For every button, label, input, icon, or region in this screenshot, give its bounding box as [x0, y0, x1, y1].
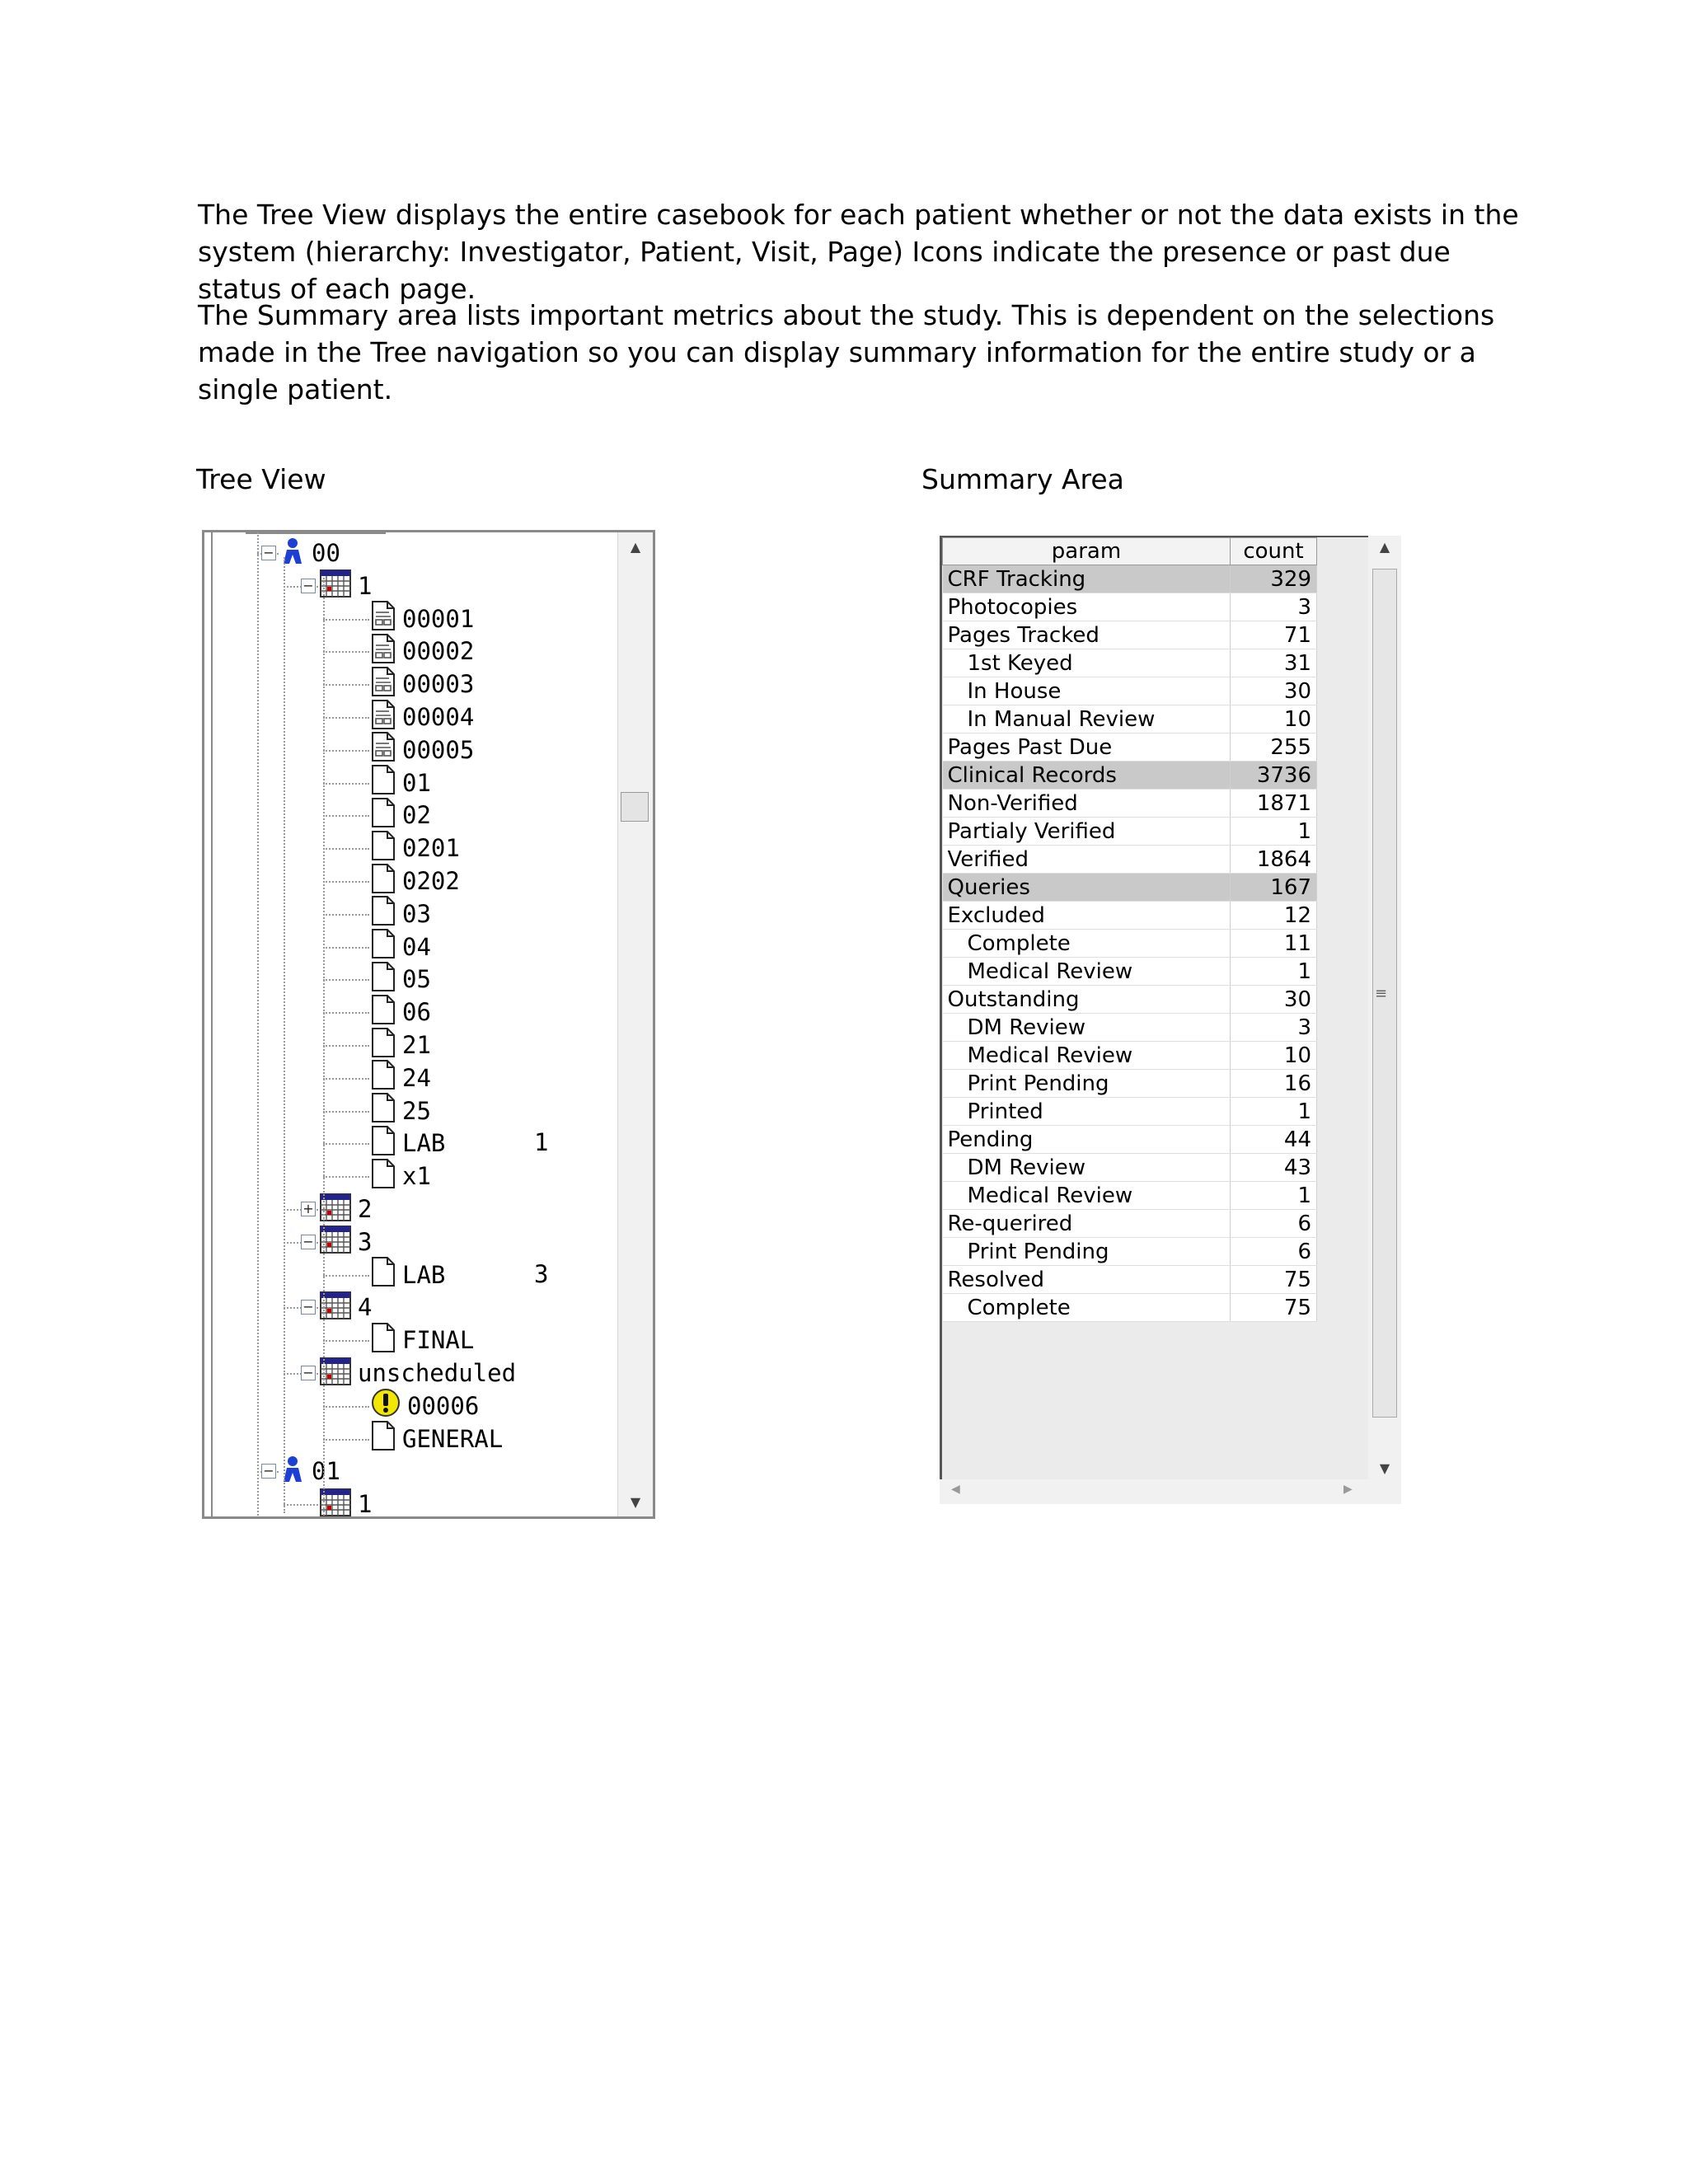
tree-connector [323, 815, 369, 817]
param-cell: Pages Past Due [943, 733, 1231, 762]
param-cell: Pages Tracked [943, 621, 1231, 649]
count-cell: 10 [1231, 705, 1317, 733]
tree-node-label: 01 [312, 1457, 340, 1486]
tree-view-panel[interactable] [202, 530, 655, 1519]
count-cell: 6 [1231, 1238, 1317, 1266]
tree-node-label: 00001 [402, 604, 475, 633]
count-cell: 75 [1231, 1266, 1317, 1294]
tree-node-label: 00004 [402, 703, 475, 731]
tree-node[interactable] [371, 1422, 503, 1455]
table-row[interactable] [943, 1182, 1317, 1210]
summary-vertical-scrollbar[interactable] [1368, 536, 1401, 1479]
param-cell: Excluded [943, 902, 1231, 930]
table-row[interactable] [943, 733, 1317, 762]
blank-page-icon [371, 1028, 396, 1063]
count-cell: 3 [1231, 593, 1317, 621]
tree-node-label: 4 [358, 1293, 373, 1322]
collapse-icon[interactable]: − [261, 1464, 276, 1479]
param-cell: Clinical Records [943, 762, 1231, 790]
table-row[interactable] [943, 565, 1317, 593]
blank-page-icon [371, 995, 396, 1030]
table-row[interactable] [943, 649, 1317, 677]
param-cell: Print Pending [943, 1238, 1231, 1266]
table-row[interactable] [943, 705, 1317, 733]
count-cell: 75 [1231, 1294, 1317, 1322]
table-row[interactable] [943, 762, 1317, 790]
collapse-icon[interactable]: − [301, 1300, 316, 1315]
table-row[interactable] [943, 1294, 1317, 1322]
blank-page-icon [371, 1060, 396, 1095]
collapse-icon[interactable]: − [301, 1235, 316, 1249]
summary-horizontal-scrollbar[interactable] [940, 1479, 1401, 1504]
count-cell: 1871 [1231, 790, 1317, 818]
param-cell: Complete [943, 930, 1231, 958]
tree-node[interactable] [371, 1324, 474, 1357]
collapse-icon[interactable]: − [301, 1366, 316, 1380]
summary-scroll-right-icon[interactable]: ▶ [1343, 1483, 1353, 1496]
param-cell: Partialy Verified [943, 818, 1231, 846]
tree-node-label: 06 [402, 998, 431, 1027]
tree-connector [257, 532, 259, 1516]
tree-node-label: GENERAL [402, 1424, 504, 1453]
past-due-warning-icon [371, 1388, 401, 1423]
tree-connector [323, 684, 369, 686]
param-cell: Medical Review [943, 958, 1231, 986]
blank-page-icon [371, 1323, 396, 1358]
tree-vertical-scrollbar[interactable] [617, 532, 653, 1516]
table-row[interactable] [943, 958, 1317, 986]
tree-node-label: 00 [312, 539, 340, 567]
count-cell: 44 [1231, 1126, 1317, 1154]
tree-connector [284, 1504, 318, 1506]
param-cell: DM Review [943, 1154, 1231, 1182]
param-cell: In Manual Review [943, 705, 1231, 733]
param-cell: Photocopies [943, 593, 1231, 621]
count-cell: 12 [1231, 902, 1317, 930]
tree-node[interactable] [371, 865, 460, 898]
blank-page-icon [371, 1126, 396, 1161]
table-row[interactable] [943, 790, 1317, 818]
param-cell: In House [943, 677, 1231, 705]
tree-node[interactable] [280, 537, 340, 569]
tree-connector [323, 750, 369, 752]
tree-node-label: FINAL [402, 1326, 475, 1355]
tree-node[interactable] [371, 733, 474, 766]
blank-page-icon [371, 864, 396, 899]
summary-area-label: Summary Area [921, 463, 1124, 495]
tree-node-label: 00006 [407, 1391, 480, 1420]
tree-node-label: 2 [358, 1195, 373, 1223]
blank-page-icon [371, 1093, 396, 1128]
tree-connector [323, 881, 369, 883]
tree-node[interactable] [320, 1357, 516, 1390]
count-cell: 3 [1231, 1014, 1317, 1042]
tree-node[interactable] [320, 1193, 372, 1226]
tree-node[interactable] [371, 668, 474, 701]
summary-area-panel[interactable] [940, 536, 1401, 1504]
tree-connector [323, 914, 369, 916]
tree-node[interactable] [320, 1488, 372, 1516]
intro-paragraph-1: The Tree View displays the entire casebook for each patient whether or not the data exists in the system (hierarchy: Investigator, Patient, Visit, Page) Icons indicate the presence or past due status of each page. [198, 199, 1519, 305]
table-row[interactable] [943, 1042, 1317, 1070]
tree-node-label: 03 [402, 899, 431, 928]
tree-scroll-down-icon[interactable]: ▼ [630, 1494, 641, 1510]
tree-connector [323, 578, 325, 1516]
tree-node[interactable] [371, 701, 474, 733]
tree-node-label: 24 [402, 1063, 431, 1092]
tree-tab-line [246, 532, 386, 534]
param-cell: Printed [943, 1098, 1231, 1126]
blank-page-icon [371, 962, 396, 997]
tree-connector [323, 717, 369, 719]
param-cell: Complete [943, 1294, 1231, 1322]
tree-node[interactable] [371, 1062, 431, 1094]
count-cell: 16 [1231, 1070, 1317, 1098]
param-cell: 1st Keyed [943, 649, 1231, 677]
tree-node[interactable] [371, 1390, 479, 1422]
param-cell: Non-Verified [943, 790, 1231, 818]
form-page-icon [371, 732, 396, 767]
tree-connector [323, 1439, 369, 1441]
tree-connector [323, 1078, 369, 1080]
tree-node[interactable] [320, 569, 372, 602]
blank-page-icon [371, 1257, 396, 1292]
tree-node[interactable] [320, 1291, 372, 1324]
tree-node-label: 00005 [402, 735, 475, 764]
tree-node-label: 00002 [402, 637, 475, 666]
tree-node[interactable] [371, 930, 431, 963]
table-row[interactable] [943, 1126, 1317, 1154]
tree-node[interactable] [371, 1029, 431, 1062]
tree-node[interactable] [371, 1160, 431, 1193]
tree-node-label: x1 [402, 1162, 431, 1191]
form-page-icon [371, 634, 396, 669]
column-header-param[interactable]: param [943, 538, 1231, 565]
tree-connector [323, 979, 369, 981]
count-cell: 30 [1231, 986, 1317, 1014]
tree-node[interactable] [371, 799, 431, 832]
tree-scroll-thumb[interactable] [621, 792, 649, 822]
tree-node-label: LAB [402, 1260, 446, 1289]
count-cell: 1864 [1231, 846, 1317, 874]
form-page-icon [371, 601, 396, 636]
count-cell: 71 [1231, 621, 1317, 649]
tree-node[interactable] [371, 602, 474, 635]
table-row[interactable] [943, 902, 1317, 930]
tree-node[interactable] [371, 766, 431, 799]
tree-view-label: Tree View [196, 463, 326, 495]
table-row[interactable] [943, 1238, 1317, 1266]
summary-grid [940, 536, 1371, 1481]
table-row[interactable] [943, 1070, 1317, 1098]
tree-node-label: 04 [402, 932, 431, 961]
expand-icon[interactable]: + [301, 1202, 316, 1216]
table-row[interactable] [943, 1266, 1317, 1294]
count-cell: 31 [1231, 649, 1317, 677]
count-cell: 1 [1231, 818, 1317, 846]
param-cell: Queries [943, 874, 1231, 902]
count-cell: 255 [1231, 733, 1317, 762]
tree-node-label: LAB [402, 1129, 446, 1158]
param-cell: DM Review [943, 1014, 1231, 1042]
count-cell: 329 [1231, 565, 1317, 593]
blank-page-icon [371, 765, 396, 800]
tree-node-count: 1 [534, 1128, 549, 1157]
summary-scroll-down-icon[interactable]: ▼ [1379, 1460, 1390, 1476]
blank-page-icon [371, 1421, 396, 1456]
param-cell: Outstanding [943, 986, 1231, 1014]
tree-node-label: 02 [402, 801, 431, 830]
tree-connector [323, 783, 369, 785]
tree-connector [323, 619, 369, 621]
count-cell: 167 [1231, 874, 1317, 902]
collapse-icon[interactable]: − [261, 546, 276, 560]
param-cell: CRF Tracking [943, 565, 1231, 593]
count-cell: 1 [1231, 958, 1317, 986]
table-row[interactable] [943, 818, 1317, 846]
tree-node-label: 01 [402, 768, 431, 797]
scroll-grip-icon: ≡ [1375, 985, 1388, 1002]
param-cell: Pending [943, 1126, 1231, 1154]
tree-node[interactable] [371, 963, 431, 996]
blank-page-icon [371, 929, 396, 964]
tree-node[interactable] [371, 635, 474, 668]
count-cell: 6 [1231, 1210, 1317, 1238]
tree-node-label: 0201 [402, 834, 460, 863]
param-cell: Medical Review [943, 1182, 1231, 1210]
table-row[interactable] [943, 1210, 1317, 1238]
param-cell: Resolved [943, 1266, 1231, 1294]
table-row[interactable] [943, 1098, 1317, 1126]
tree-connector [323, 1143, 369, 1145]
count-cell: 11 [1231, 930, 1317, 958]
table-row[interactable] [943, 846, 1317, 874]
blank-page-icon [371, 831, 396, 866]
table-row[interactable] [943, 593, 1317, 621]
tree-connector [323, 651, 369, 653]
blank-page-icon [371, 798, 396, 833]
tree-node[interactable] [371, 996, 431, 1029]
tree-connector [323, 1045, 369, 1047]
param-cell: Verified [943, 846, 1231, 874]
param-cell: Re-querired [943, 1210, 1231, 1238]
tree-connector [323, 1176, 369, 1178]
blank-page-icon [371, 1159, 396, 1194]
tree-connector [323, 1340, 369, 1342]
tree-node-label: unscheduled [358, 1359, 517, 1387]
tree-connector [323, 947, 369, 949]
summary-scroll-up-icon[interactable]: ▲ [1379, 539, 1390, 555]
column-header-count[interactable]: count [1231, 538, 1317, 565]
tree-node[interactable] [280, 1455, 340, 1488]
tree-node-label: 3 [358, 1227, 373, 1256]
summary-table-body [943, 565, 1317, 1322]
tree-connector [323, 1012, 369, 1014]
tree-node[interactable] [371, 1127, 445, 1160]
count-cell: 30 [1231, 677, 1317, 705]
param-cell: Medical Review [943, 1042, 1231, 1070]
table-row[interactable] [943, 621, 1317, 649]
summary-scroll-left-icon[interactable]: ◀ [951, 1483, 960, 1496]
table-row[interactable] [943, 1014, 1317, 1042]
count-cell: 10 [1231, 1042, 1317, 1070]
blank-page-icon [371, 896, 396, 931]
tree-node[interactable] [371, 898, 431, 930]
tree-connector [323, 1406, 369, 1408]
tree-connector [323, 1275, 369, 1277]
count-cell: 1 [1231, 1182, 1317, 1210]
tree-connector [323, 1111, 369, 1113]
tree-node-label: 1 [358, 571, 373, 600]
tree-node[interactable] [320, 1226, 372, 1258]
tree-node-label: 21 [402, 1031, 431, 1059]
tree-node-label: 00003 [402, 670, 475, 699]
tree-connector [323, 848, 369, 850]
table-row[interactable] [943, 1154, 1317, 1182]
table-row[interactable] [943, 874, 1317, 902]
summary-table [942, 537, 1317, 1322]
tree-node-count: 3 [534, 1259, 549, 1288]
tree-connector [284, 557, 285, 1513]
count-cell: 43 [1231, 1154, 1317, 1182]
collapse-icon[interactable]: − [301, 579, 316, 593]
tree-scroll-up-icon[interactable]: ▲ [630, 539, 641, 555]
form-page-icon [371, 700, 396, 735]
tree-node[interactable] [371, 832, 460, 865]
table-row[interactable] [943, 986, 1317, 1014]
tree-node-label: 25 [402, 1096, 431, 1125]
count-cell: 3736 [1231, 762, 1317, 790]
tree-node[interactable] [371, 1258, 445, 1291]
table-row[interactable] [943, 930, 1317, 958]
tree-node[interactable] [371, 1094, 431, 1127]
tree-view-content [211, 532, 655, 1516]
tree-node-label: 05 [402, 965, 431, 994]
tree-node-label: 0202 [402, 867, 460, 895]
form-page-icon [371, 667, 396, 702]
count-cell: 1 [1231, 1098, 1317, 1126]
param-cell: Print Pending [943, 1070, 1231, 1098]
tree-node-label: 1 [358, 1490, 373, 1516]
intro-paragraph-2: The Summary area lists important metrics about the study. This is dependent on the selections made in the Tree navigation so you can display summary information for the entire study or a single patient. [198, 299, 1495, 405]
table-row[interactable] [943, 677, 1317, 705]
